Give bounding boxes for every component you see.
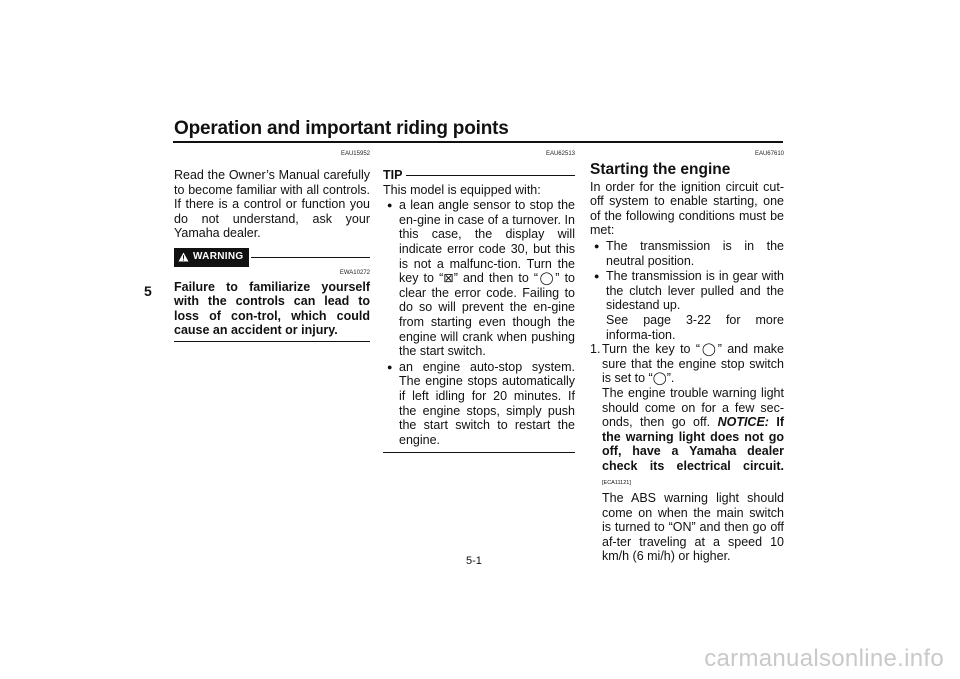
section-code: EAU62513 bbox=[545, 151, 575, 157]
notice-code: [ECA11121] bbox=[602, 480, 631, 487]
bullet-icon: ● bbox=[594, 240, 600, 251]
tip-label: TIP bbox=[383, 168, 403, 182]
page-number: 5-1 bbox=[466, 555, 482, 567]
tip-intro: This model is equipped with: bbox=[383, 182, 541, 197]
step-number: 1. bbox=[590, 342, 601, 357]
warning-label: WARNING bbox=[193, 250, 244, 262]
tip-header bbox=[383, 168, 575, 183]
list-item-text: a lean angle sensor to stop the en-gine in case of a turnover. In this case, the display will indicate error code 30, but this is not a malfunc-tion. Turn the key to “⊠” and then to “◯” to clear the error code. Failing to do so will prevent the en-gine from starting even though the engine will crank when pushing the start switch. bbox=[399, 198, 575, 359]
column-3 bbox=[590, 150, 784, 564]
section-heading: Starting the engine bbox=[590, 161, 731, 178]
list-item-text: The transmission is in the neutral position. bbox=[606, 238, 784, 268]
list-item-text: an engine auto-stop system. The engine stops automatically if left idling for 20 minutes. If the engine stops, simply push the start switch to restart the engine. bbox=[399, 359, 575, 447]
step-paragraph: The ABS warning light should come on when the main switch is turned to “ON” and then go off af-ter traveling at a speed 10 km/h (6 mi/h) or higher. bbox=[602, 491, 784, 564]
intro-paragraph: Read the Owner’s Manual carefully to become familiar with all controls. If there is a control or function you do not understand, ask your Yamaha dealer. bbox=[174, 168, 370, 241]
notice-text: If the warning light does not go off, have a Yamaha dealer check its electrical circuit. bbox=[602, 415, 784, 473]
step-text: Turn the key to “◯” and make sure that the engine stop switch is set to “◯”. bbox=[602, 342, 784, 386]
warning-header bbox=[174, 248, 370, 267]
list-item bbox=[590, 269, 784, 342]
header-rule bbox=[173, 141, 783, 143]
list-item-body bbox=[606, 269, 784, 342]
warning-code: EWA10272 bbox=[339, 269, 370, 276]
warning-text: Failure to familiarize yourself with the controls can lead to loss of con-trol, which could cause an accident or injury. bbox=[174, 279, 370, 338]
warning-badge bbox=[174, 248, 249, 267]
step-body bbox=[602, 342, 784, 564]
bullet-icon: ● bbox=[387, 361, 393, 372]
column-2 bbox=[383, 150, 575, 453]
tip-end-rule bbox=[383, 452, 575, 453]
tip-rule bbox=[406, 175, 575, 176]
watermark: carmanualsonline.info bbox=[704, 645, 944, 672]
section-code: EAU67610 bbox=[754, 151, 784, 157]
column-1 bbox=[174, 150, 370, 342]
page-title: Operation and important riding points bbox=[174, 118, 509, 139]
section-code: EAU15952 bbox=[340, 151, 370, 157]
step-item bbox=[590, 342, 784, 564]
intro-paragraph: In order for the ignition circuit cut-off system to enable starting, one of the following conditions must be met: bbox=[590, 179, 784, 238]
warning-rule bbox=[251, 257, 370, 258]
section-tab: 5 bbox=[144, 283, 152, 299]
warning-end-rule bbox=[174, 341, 370, 342]
step-paragraph: The engine trouble warning light should come on for a few sec-onds, then go off. bbox=[602, 385, 784, 430]
list-item bbox=[383, 198, 575, 359]
list-item-text: The transmission is in gear with the clutch lever pulled and the sidestand up. bbox=[606, 269, 784, 313]
list-item-subtext: See page 3-22 for more informa-tion. bbox=[606, 312, 784, 342]
notice-label: NOTICE: bbox=[717, 415, 769, 430]
list-item bbox=[590, 239, 784, 268]
bullet-icon: ● bbox=[387, 200, 393, 211]
list-item bbox=[383, 360, 575, 448]
warning-triangle-icon bbox=[178, 252, 189, 262]
bullet-icon: ● bbox=[594, 271, 600, 282]
